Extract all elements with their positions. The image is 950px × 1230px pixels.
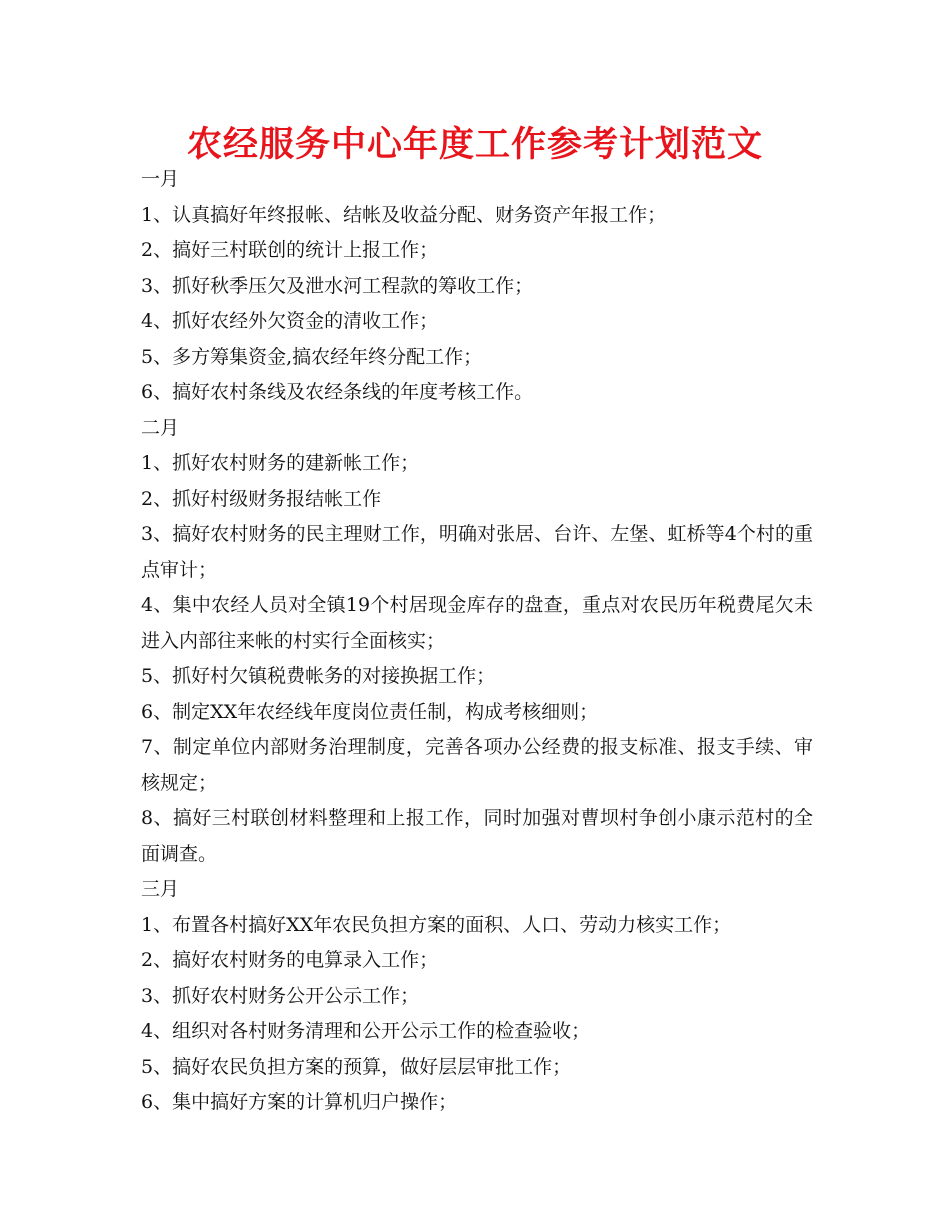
list-item: 6、搞好农村条线及农经条线的年度考核工作。: [141, 381, 534, 403]
document-body: [141, 162, 813, 1121]
list-item: 2、抓好村级财务报结帐工作: [141, 487, 382, 510]
list-item: 5、抓好村欠镇税费帐务的对接换据工作；: [141, 665, 496, 687]
section-heading-february: 二月: [141, 416, 180, 439]
list-item: 1、布置各村搞好XX年农民负担方案的面积、人口、劳动力核实工作；: [141, 913, 732, 936]
document-title: 农经服务中心年度工作参考计划范文: [186, 125, 763, 165]
section-heading-march: 三月: [141, 878, 180, 900]
list-item: 1、认真搞好年终报帐、结帐及收益分配、财务资产年报工作；: [141, 203, 667, 226]
list-item: 2、搞好农村财务的电算录入工作；: [141, 949, 439, 971]
list-item: 3、搞好农村财务的民主理财工作，明确对张居、台许、左堡、虹桥等4个村的重点审计；: [141, 523, 813, 581]
list-item: 7、制定单位内部财务治理制度，完善各项办公经费的报支标准、报支手续、审核规定；: [141, 736, 813, 794]
list-item: 4、集中农经人员对全镇19个村居现金库存的盘查，重点对农民历年税费尾欠未进入内部往来帐的村实行全面核实；: [141, 594, 813, 652]
list-item: 5、多方筹集资金,搞农经年终分配工作；: [141, 345, 483, 368]
section-heading-january: 一月: [141, 168, 180, 190]
list-item: 1、抓好农村财务的建新帐工作；: [141, 452, 420, 474]
list-item: 3、抓好农村财务公开公示工作；: [141, 984, 420, 1007]
list-item: 6、集中搞好方案的计算机归户操作；: [141, 1091, 458, 1113]
list-item: 4、组织对各村财务清理和公开公示工作的检查验收；: [141, 1020, 591, 1042]
list-item: 5、搞好农民负担方案的预算，做好层层审批工作；: [141, 1055, 572, 1078]
list-item: 4、抓好农经外欠资金的清收工作；: [141, 310, 439, 332]
list-item: 6、制定XX年农经线年度岗位责任制，构成考核细则；: [141, 700, 599, 723]
list-item: 8、搞好三村联创材料整理和上报工作，同时加强对曹坝村争创小康示范村的全面调查。: [141, 807, 813, 865]
list-item: 2、搞好三村联创的统计上报工作；: [141, 239, 439, 261]
list-item: 3、抓好秋季压欠及泄水河工程款的筹收工作；: [141, 274, 534, 297]
